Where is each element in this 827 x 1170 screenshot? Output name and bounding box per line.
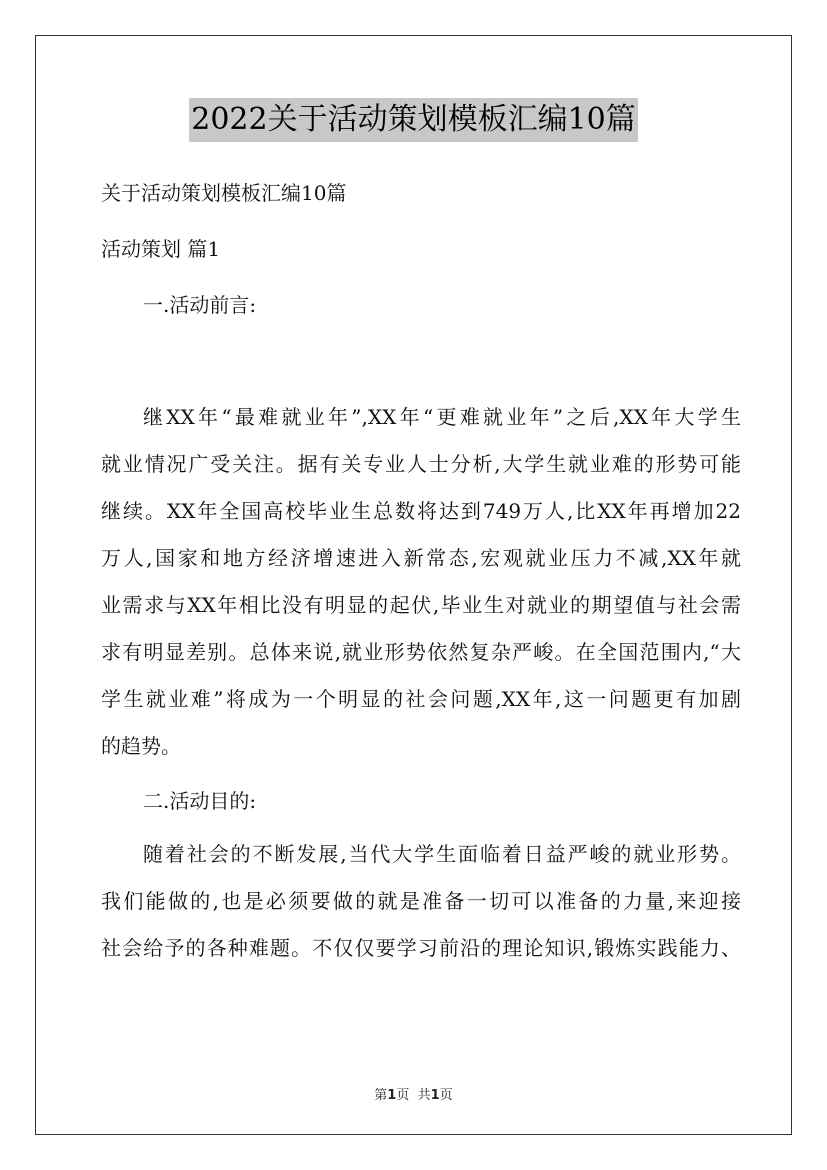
paragraph-preface	[101, 394, 741, 770]
paragraph-purpose	[101, 831, 741, 972]
paragraph-line: 我们能做的,也是必须要做的就是准备一切可以准备的力量,来迎接	[101, 889, 741, 913]
title-container	[0, 98, 827, 142]
footer-prefix: 第	[374, 1088, 388, 1103]
paragraph-line: 继续。XX年全国高校毕业生总数将达到749万人,比XX年再增加22	[101, 499, 741, 523]
footer-total-suffix: 页	[439, 1088, 453, 1103]
paragraph-line: 求有明显差别。总体来说,就业形势依然复杂严峻。在全国范围内,“大	[101, 640, 741, 664]
footer-total-prefix: 共	[417, 1088, 431, 1103]
section-heading: 活动策划 篇1	[101, 237, 221, 261]
paragraph-line: 社会给予的各种难题。不仅仅要学习前沿的理论知识,锻炼实践能力、	[101, 936, 741, 960]
heading-activity-preface: 一.活动前言:	[143, 293, 257, 317]
document-subtitle: 关于活动策划模板汇编10篇	[101, 181, 347, 205]
paragraph-line: 随着社会的不断发展,当代大学生面临着日益严峻的就业形势。	[143, 842, 741, 866]
paragraph-line: 业需求与XX年相比没有明显的起伏,毕业生对就业的期望值与社会需	[101, 593, 741, 617]
page-number: 1	[387, 1088, 397, 1103]
paragraph-line: 就业情况广受关注。据有关专业人士分析,大学生就业难的形势可能	[101, 452, 741, 476]
document-title: 2022关于活动策划模板汇编10篇	[189, 98, 638, 142]
footer-page-suffix: 页	[396, 1088, 410, 1103]
total-pages: 1	[430, 1088, 440, 1103]
paragraph-line: 学生就业难”将成为一个明显的社会问题,XX年,这一问题更有加剧	[101, 687, 741, 711]
paragraph-line: 的趋势。	[101, 734, 181, 758]
page-footer	[0, 1084, 827, 1103]
document-body	[101, 174, 741, 972]
paragraph-line: 万人,国家和地方经济增速进入新常态,宏观就业压力不减,XX年就	[101, 546, 741, 570]
heading-activity-purpose: 二.活动目的:	[143, 789, 257, 813]
paragraph-line: 继XX年“最难就业年”,XX年“更难就业年”之后,XX年大学生	[143, 405, 741, 429]
